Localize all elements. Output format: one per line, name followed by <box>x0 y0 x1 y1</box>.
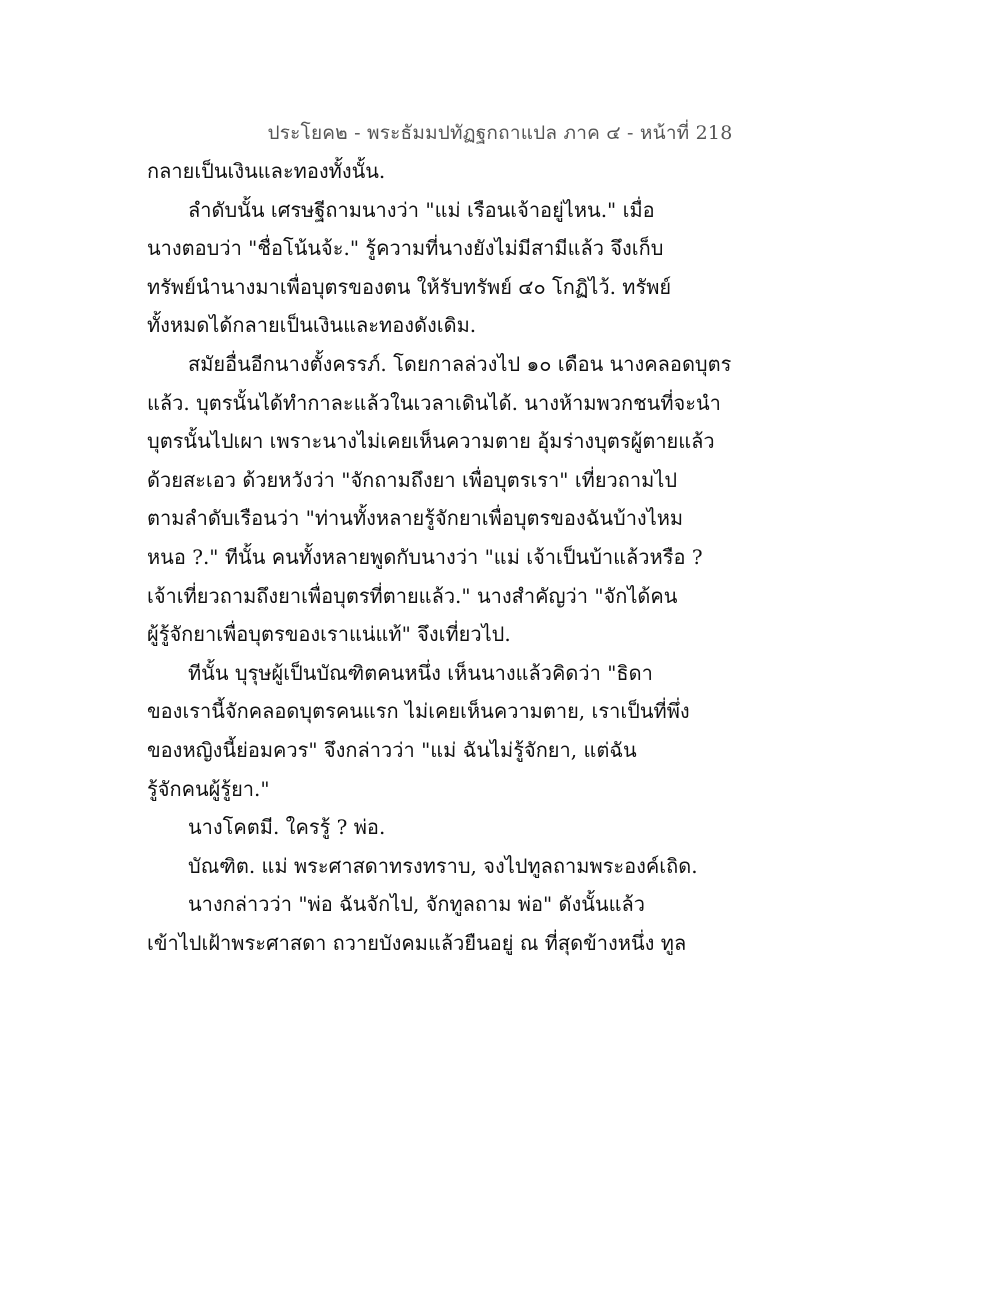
text-line: ผู้รู้จักยาเพื่อบุตรของเราแน่แท้" จึงเที่ยวไป. <box>147 622 511 647</box>
text-line: ทีนั้น บุรุษผู้เป็นบัณฑิตคนหนึ่ง เห็นนางแล้วคิดว่า "ธิดา <box>188 660 653 685</box>
text-line: เข้าไปเฝ้าพระศาสดา ถวายบังคมแล้วยืนอยู่ ณ ที่สุดข้างหนึ่ง ทูล <box>147 930 687 955</box>
text-line: ลำดับนั้น เศรษฐีถามนางว่า "แม่ เรือนเจ้าอยู่ไหน." เมื่อ <box>188 197 655 222</box>
text-line: หนอ ?." ทีนั้น คนทั้งหลายพูดกับนางว่า "แม่ เจ้าเป็นบ้าแล้วหรือ ? <box>147 544 703 569</box>
text-line: ทรัพย์นำนางมาเพื่อบุตรของตน ให้รับทรัพย์ ๔๐ โกฏิไว้. ทรัพย์ <box>147 274 672 299</box>
text-line: นางตอบว่า "ชื่อโน้นจ้ะ." รู้ความที่นางยังไม่มีสามีแล้ว จึงเก็บ <box>147 236 664 261</box>
text-line: แล้ว. บุตรนั้นได้ทำกาละแล้วในเวลาเดินได้. นางห้ามพวกชนที่จะนำ <box>147 390 721 415</box>
text-line: นางกล่าวว่า "พ่อ ฉันจักไป, จักทูลถาม พ่อ" ดังนั้นแล้ว <box>188 892 646 917</box>
page-header: ประโยค๒ - พระธัมมปทัฏฐกถาแปล ภาค ๔ - หน้าที่ 218 <box>267 122 733 144</box>
text-line: ตามลำดับเรือนว่า "ท่านทั้งหลายรู้จักยาเพื่อบุตรของฉันบ้างไหม <box>147 506 684 531</box>
text-line: ของหญิงนี้ย่อมควร" จึงกล่าวว่า "แม่ ฉันไม่รู้จักยา, แต่ฉัน <box>147 737 637 762</box>
text-line: ทั้งหมดได้กลายเป็นเงินและทองดังเดิม. <box>147 313 477 338</box>
text-line: เจ้าเที่ยวถามถึงยาเพื่อบุตรที่ตายแล้ว." นางสำคัญว่า "จักได้คน <box>147 583 678 608</box>
text-line: กลายเป็นเงินและทองทั้งนั้น. <box>147 159 386 183</box>
text-line: ของเรานี้จักคลอดบุตรคนแรก ไม่เคยเห็นความตาย, เราเป็นที่พึ่ง <box>147 699 690 724</box>
text-line: บุตรนั้นไปเผา เพราะนางไม่เคยเห็นความตาย อุ้มร่างบุตรผู้ตายแล้ว <box>147 429 715 454</box>
body-text <box>147 152 867 962</box>
text-line: นางโคตมี. ใครรู้ ? พ่อ. <box>188 815 386 840</box>
text-line: รู้จักคนผู้รู้ยา." <box>147 776 270 801</box>
text-line: ด้วยสะเอว ด้วยหวังว่า "จักถามถึงยา เพื่อบุตรเรา" เที่ยวถามไป <box>147 467 678 492</box>
text-line: สมัยอื่นอีกนางตั้งครรภ์. โดยกาลล่วงไป ๑๐ เดือน นางคลอดบุตร <box>188 351 732 376</box>
text-line: บัณฑิต. แม่ พระศาสดาทรงทราบ, จงไปทูลถามพระองค์เถิด. <box>188 853 698 878</box>
